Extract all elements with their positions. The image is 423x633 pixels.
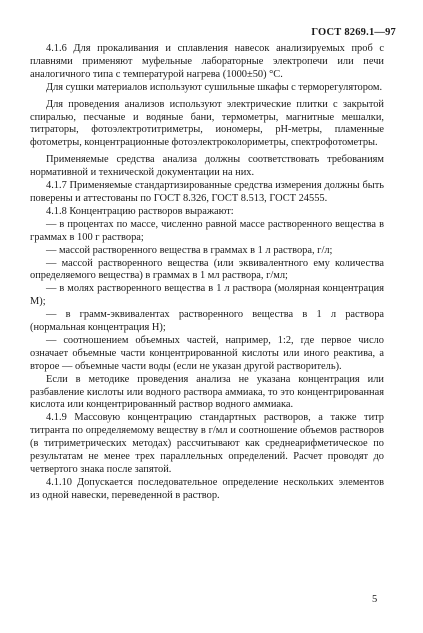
paragraph-4-1-10: 4.1.10 Допускается последовательное определение нескольких элементов из одной навески, переведенной в раствор. — [30, 476, 384, 501]
paragraph-4-1-8: 4.1.8 Концентрацию растворов выражают: — [46, 205, 234, 217]
list-item-percent: — в процентах по массе, численно равной массе растворенного вещества в граммах в 100 г раствора; — [30, 218, 384, 243]
standard-header: ГОСТ 8269.1—97 — [311, 27, 396, 38]
paragraph-drying: Для сушки материалов используют сушильные шкафы с терморегулятором. — [46, 81, 383, 93]
paragraph-concentration-note: Если в методике проведения анализа не указана концентрация или разбавление кислоты или водного раствора аммиака, то это концентрированная кислота или концентрированный раствор водного аммиака. — [30, 373, 384, 411]
paragraph-4-1-6: 4.1.6 Для прокаливания и сплавления навесок анализируемых проб с плавнями применяют муфельные лабораторные электропечи или печи аналогичного типа с температурой нагрева (1000±50) °С. — [30, 43, 384, 80]
paragraph-4-1-9: 4.1.9 Массовую концентрацию стандартных растворов, а также титр титранта по определяемому веществу в г/мл и соотношение объемов растворов (в титриметрических методах) рассчитывают как среднеарифметическое по результатам не менее трех параллельных определений. Расчет проводят до четвертого знака после запятой. — [30, 412, 384, 475]
page-number: 5 — [372, 594, 378, 605]
list-item-normal: — в грамм-эквивалентах растворенного вещества в 1 л раствора (нормальная концентрация Н); — [30, 309, 384, 334]
paragraph-4-1-7: 4.1.7 Применяемые стандартизированные средства измерения должны быть поверены и аттестованы по ГОСТ 8.326, ГОСТ 8.513, ГОСТ 24555. — [30, 180, 384, 204]
document-body — [30, 43, 384, 503]
list-item-volume-ratio: — соотношением объемных частей, например, 1:2, где первое число означает объемные части концентрированной кислоты или иного реактива, а второе — объемные части воды (если не указан другой растворитель). — [30, 334, 384, 372]
paragraph-analysis-means: Применяемые средства анализа должны соответствовать требованиям нормативной и технической документации на них. — [30, 154, 384, 179]
list-item-molar: — в молях растворенного вещества в 1 л раствора (молярная концентрация М); — [30, 283, 384, 308]
list-item-g-per-ml: — массой растворенного вещества (или эквивалентного ему количества определяемого вещества) в граммах в 1 мл раствора, г/мл; — [30, 257, 384, 282]
list-item-g-per-l: — массой растворенного вещества в граммах в 1 л раствора, г/л; — [46, 244, 333, 256]
paragraph-equipment: Для проведения анализов используют электрические плитки с закрытой спиралью, песчаные и водяные бани, термометры, магнитные мешалки, титраторы, фотоэлектротитриметры, иономеры, pH-метры, пламенные фотометры, концентрационные фотоэлектроколориметры, спектрофотометры. — [30, 98, 384, 149]
